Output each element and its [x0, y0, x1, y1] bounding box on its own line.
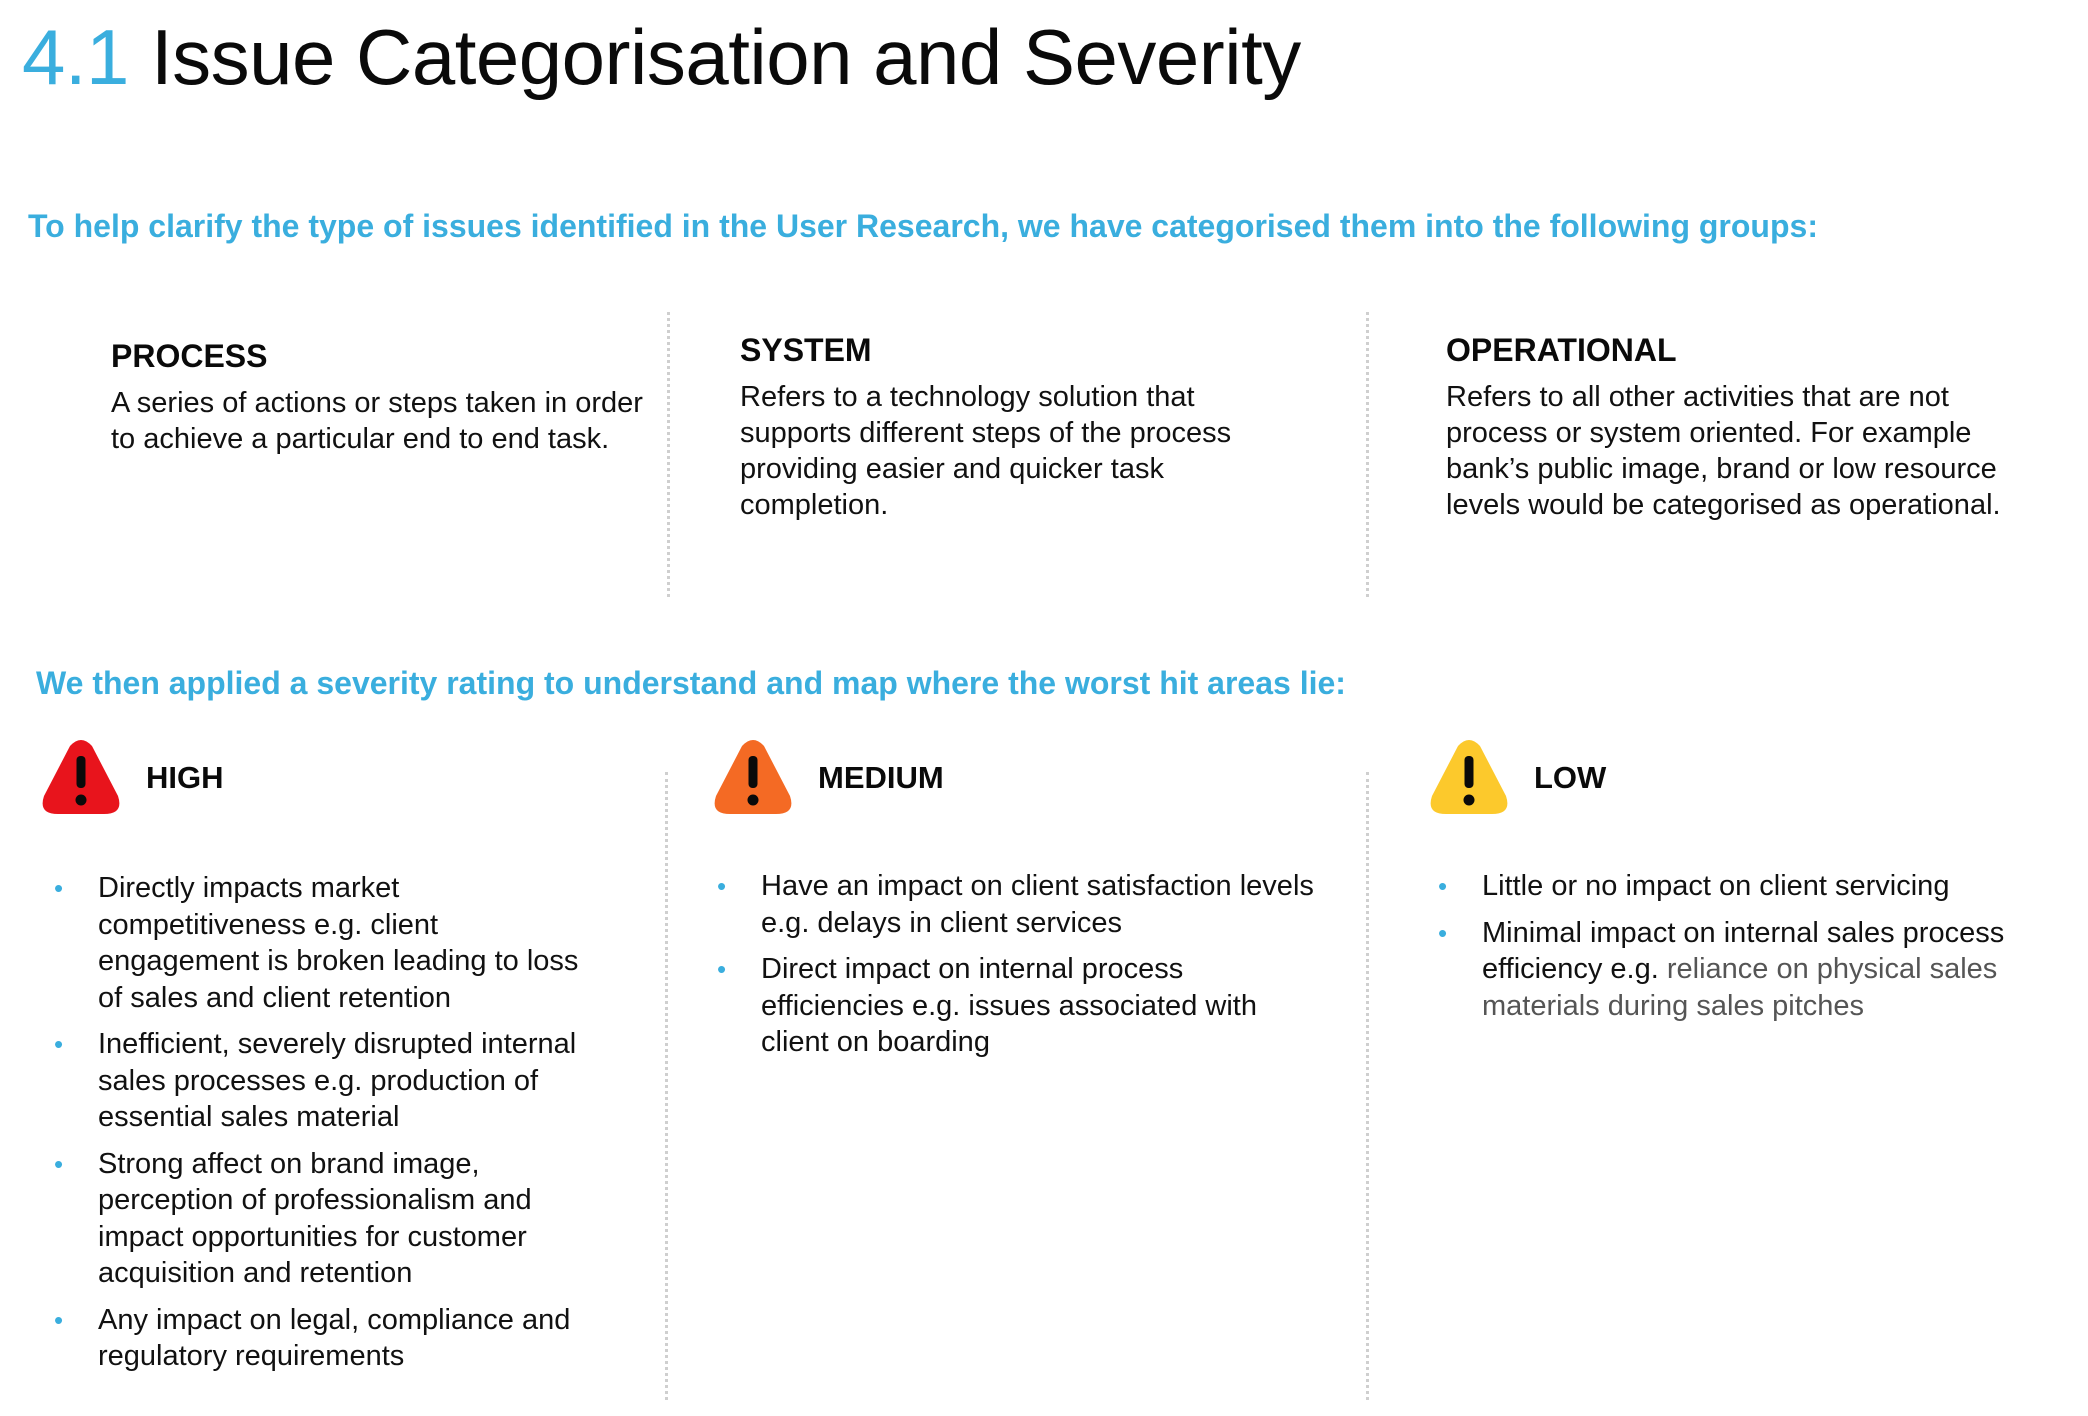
list-item: • Direct impact on internal process efficiencies e.g. issues associated with client on boarding	[717, 953, 1257, 1058]
list-item: • Any impact on legal, compliance and regulatory requirements	[54, 1303, 571, 1372]
category-heading: SYSTEM	[740, 332, 872, 368]
severity-medium-header	[712, 738, 944, 818]
severity-label: LOW	[1534, 760, 1607, 795]
severity-label: MEDIUM	[818, 760, 944, 795]
category-description: Refers to a technology solution that supports different steps of the process providing easier and quicker task completion.	[740, 381, 1232, 521]
list-item: • Little or no impact on client servicing	[1438, 870, 1950, 902]
warning-triangle-icon	[712, 738, 794, 818]
warning-triangle-icon	[40, 738, 122, 818]
list-item: • Strong affect on brand image, perception of professionalism and impact opportunities for customer acquisition and retention	[54, 1147, 532, 1289]
severity-high-header	[40, 738, 224, 818]
section-title: Issue Categorisation and Severity	[150, 13, 1301, 101]
page-title	[22, 12, 1301, 103]
severity-low-list	[1438, 868, 2068, 1034]
list-item: • Minimal impact on internal sales process efficiency e.g. reliance on physical sales materials during sales pitches	[1438, 916, 2005, 1022]
severity-intro-text: We then applied a severity rating to understand and map where the worst hit areas lie:	[36, 665, 1346, 701]
category-process	[111, 338, 671, 457]
category-heading: PROCESS	[111, 338, 268, 374]
severity-low-header	[1428, 738, 1606, 818]
warning-triangle-icon	[1428, 738, 1510, 818]
divider	[1366, 772, 1369, 1400]
category-heading: OPERATIONAL	[1446, 332, 1677, 368]
divider	[1366, 312, 1369, 597]
category-operational	[1446, 332, 2006, 523]
category-description: A series of actions or steps taken in order to achieve a particular end to end task.	[111, 387, 643, 455]
intro-text: To help clarify the type of issues identified in the User Research, we have categorised them into the following groups:	[28, 208, 1818, 244]
list-item: • Directly impacts market competitiveness e.g. client engagement is broken leading to loss of sales and client retention	[54, 872, 579, 1014]
list-item: • Have an impact on client satisfaction levels e.g. delays in client services	[717, 870, 1314, 939]
category-description: Refers to all other activities that are not process or system oriented. For example bank’s public image, brand or low resource levels would be categorised as operational.	[1446, 381, 2001, 521]
severity-medium-list	[717, 868, 1317, 1071]
section-number: 4.1	[22, 13, 129, 101]
severity-high-list	[54, 870, 594, 1385]
divider	[665, 772, 668, 1400]
category-system	[740, 332, 1300, 523]
list-item: • Inefficient, severely disrupted internal sales processes e.g. production of essential sales material	[54, 1028, 577, 1133]
severity-label: HIGH	[146, 760, 224, 795]
